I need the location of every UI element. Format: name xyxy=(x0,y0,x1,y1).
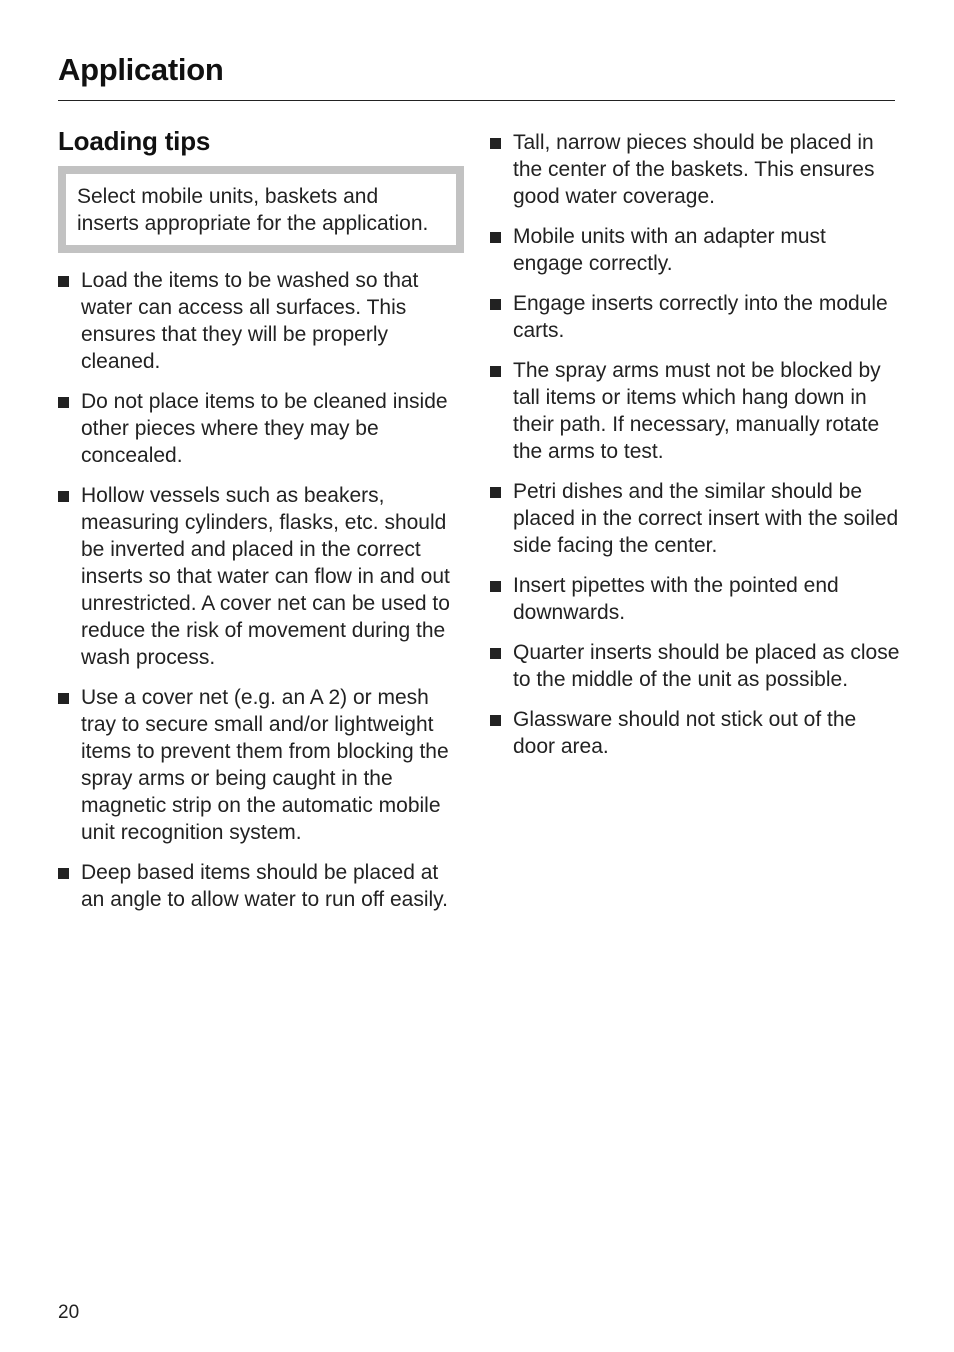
square-bullet-icon xyxy=(58,276,69,287)
square-bullet-icon xyxy=(58,397,69,408)
section-heading: Loading tips xyxy=(58,126,211,156)
left-column xyxy=(58,124,464,926)
list-item xyxy=(490,357,900,465)
square-bullet-icon xyxy=(490,487,501,498)
list-item xyxy=(490,706,900,760)
page-title: Application xyxy=(58,52,224,87)
square-bullet-icon xyxy=(58,868,69,879)
list-item xyxy=(490,290,900,344)
list-item-text: Engage inserts correctly into the module carts. xyxy=(513,292,888,342)
list-item xyxy=(58,388,464,469)
right-column xyxy=(490,129,900,773)
square-bullet-icon xyxy=(490,138,501,149)
list-item-text: Load the items to be washed so that water can access all surfaces. This ensures that they will be properly cleaned. xyxy=(81,269,419,373)
square-bullet-icon xyxy=(490,581,501,592)
square-bullet-icon xyxy=(490,232,501,243)
list-item-text: Quarter inserts should be placed as close to the middle of the unit as possible. xyxy=(513,641,900,691)
list-item-text: Insert pipettes with the pointed end downwards. xyxy=(513,574,839,624)
note-box: Select mobile units, baskets and inserts appropriate for the application. xyxy=(58,166,464,253)
list-item xyxy=(58,684,464,846)
list-item xyxy=(58,859,464,913)
square-bullet-icon xyxy=(490,648,501,659)
list-item xyxy=(490,572,900,626)
square-bullet-icon xyxy=(490,366,501,377)
title-divider xyxy=(58,100,895,101)
list-item-text: Hollow vessels such as beakers, measuring cylinders, flasks, etc. should be inverted and placed in the correct inserts so that water can flow in and out unrestricted. A cover net can be used to reduce the risk of movement during the wash process. xyxy=(81,484,450,669)
list-item xyxy=(58,482,464,671)
list-item xyxy=(490,223,900,277)
list-item-text: The spray arms must not be blocked by tall items or items which hang down in their path. If necessary, manually rotate the arms to test. xyxy=(513,359,881,463)
list-item xyxy=(490,639,900,693)
left-bullet-list xyxy=(58,267,464,913)
square-bullet-icon xyxy=(490,299,501,310)
list-item-text: Do not place items to be cleaned inside other pieces where they may be concealed. xyxy=(81,390,448,467)
list-item-text: Use a cover net (e.g. an A 2) or mesh tray to secure small and/or lightweight items to prevent them from blocking the spray arms or being caught in the magnetic strip on the automatic mobile unit recognition system. xyxy=(81,686,449,844)
list-item-text: Tall, narrow pieces should be placed in the center of the baskets. This ensures good water coverage. xyxy=(513,131,875,208)
list-item-text: Glassware should not stick out of the door area. xyxy=(513,708,857,758)
square-bullet-icon xyxy=(58,491,69,502)
square-bullet-icon xyxy=(490,715,501,726)
list-item xyxy=(490,129,900,210)
page-number: 20 xyxy=(58,1302,80,1323)
right-bullet-list xyxy=(490,129,900,760)
list-item-text: Petri dishes and the similar should be placed in the correct insert with the soiled side facing the center. xyxy=(513,480,899,557)
list-item-text: Deep based items should be placed at an angle to allow water to run off easily. xyxy=(81,861,448,911)
square-bullet-icon xyxy=(58,693,69,704)
list-item xyxy=(490,478,900,559)
list-item-text: Mobile units with an adapter must engage correctly. xyxy=(513,225,826,275)
list-item xyxy=(58,267,464,375)
